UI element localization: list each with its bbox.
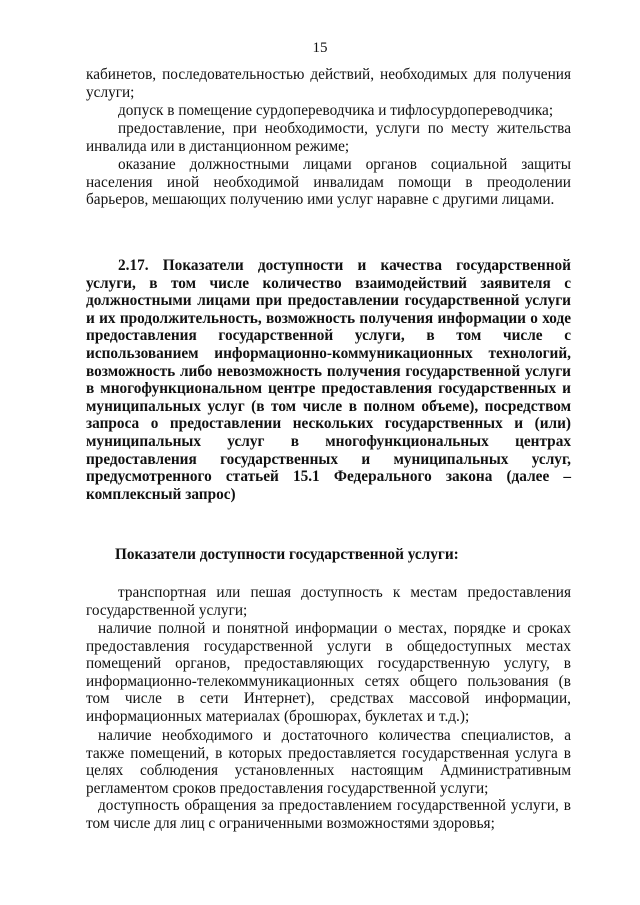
accessibility-item-specialists: наличие необходимого и достаточного количества специалистов, а также помещений, в которых предоставляется государственная услуга в целях соблюдения установленных настоящим Административным регламентом сроков предоставления государственной услуги; xyxy=(86,727,571,797)
accessibility-item-transport: транспортная или пешая доступность к местам предоставления государственной услуги; xyxy=(86,584,571,619)
accessibility-heading: Показатели доступности государственной услуги: xyxy=(115,546,459,563)
section-2-17-heading: 2.17. Показатели доступности и качества государственной услуги, в том числе количество взаимодействий заявителя с должностными лицами при предоставлении государственной услуги и их продолжительность, возможность получения информации о ходе предоставления государственной услуги, в том числе с использованием информационно-коммуникационных технологий, возможность либо невозможность получения государственной услуги в многофункциональном центре предоставления государственных и муниципальных услуг (в том числе в полном объеме), посредством запроса о предоставлении нескольких государственных и (или) муниципальных услуг в многофункциональных центрах предоставления государственных и муниципальных услуг, предусмотренного статьей 15.1 Федерального закона (далее – комплексный запрос) xyxy=(86,257,571,503)
paragraph-interpreter: допуск в помещение сурдопереводчика и тифлосурдопереводчика; xyxy=(118,102,554,119)
accessibility-item-access: доступность обращения за предоставлением государственной услуги, в том числе для лиц с ограниченными возможностями здоровья; xyxy=(86,797,571,832)
paragraph-home-service: предоставление, при необходимости, услуги по месту жительства инвалида или в дистанционном режиме; xyxy=(86,120,571,155)
paragraph-cabinets: кабинетов, последовательностью действий, необходимых для получения услуги; xyxy=(86,66,571,101)
paragraph-assistance: оказание должностными лицами органов социальной защиты населения иной необходимой инвалидам помощи в преодолении барьеров, мешающих получению ими услуг наравне с другими лицами. xyxy=(86,156,571,209)
accessibility-item-information: наличие полной и понятной информации о местах, порядке и сроках предоставления государственной услуги в общедоступных местах помещений органов, предоставляющих государственную услугу, в информационно-телекоммуникационных сетях общего пользования (в том числе в сети Интернет), средствах массовой информации, информационных материалах (брошюрах, буклетах и т.д.); xyxy=(86,620,571,725)
page-number: 15 xyxy=(312,40,328,56)
